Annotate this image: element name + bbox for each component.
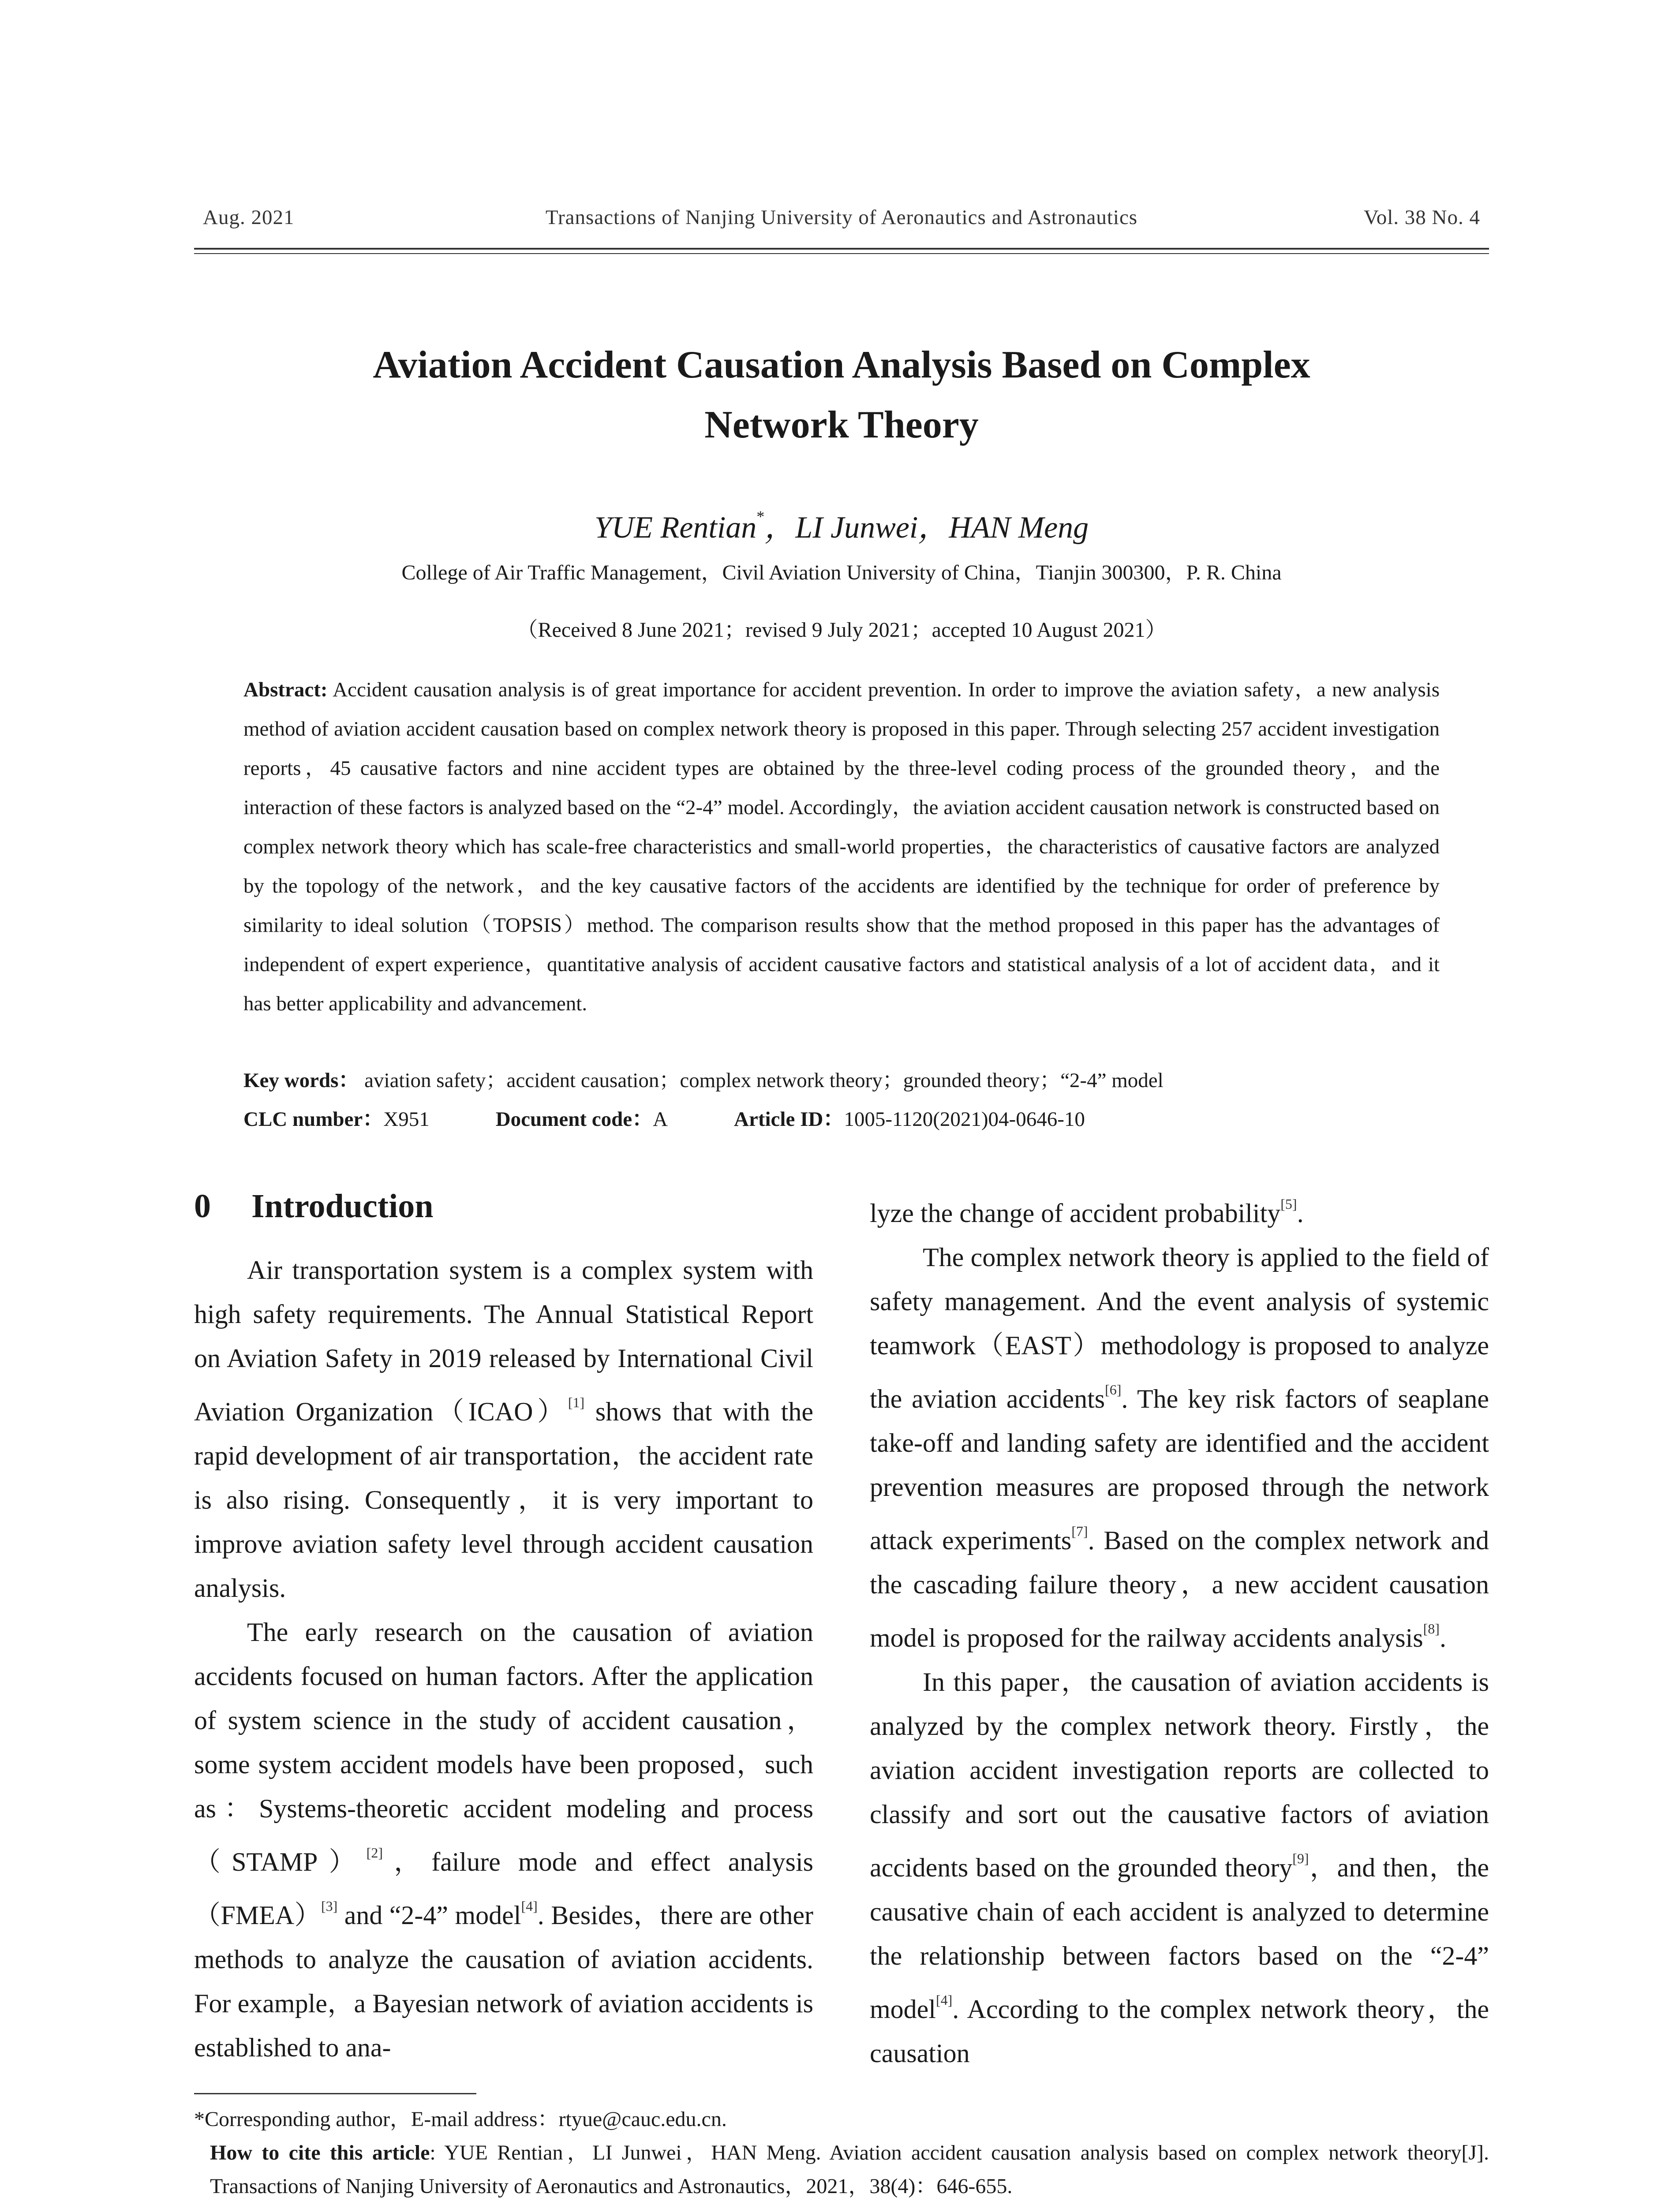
received-dates: （Received 8 June 2021；revised 9 July 2021；accepted 10 August 2021） (516, 618, 1167, 642)
document-code-value: A (653, 1108, 668, 1131)
paper-title (212, 335, 1471, 455)
corresponding-author-note: *Corresponding author，E-mail address：rtyue@cauc.edu.cn. (194, 2108, 727, 2131)
citation-note (194, 2136, 1489, 2203)
citation-ref: [4] (521, 1898, 538, 1914)
clc-value: X951 (383, 1108, 430, 1131)
citation-ref: [8] (1423, 1621, 1440, 1637)
intro-paragraph-4: In this paper，the causation of aviation accidents is analyzed by the complex network theory. Firstly，the aviation accident investigation reports are collected to classify and sort out the causative factors of aviation accidents based on the grounded theory[9]，and then，the causative chain of each accident is analyzed to determine the relationship between factors based on the “2-4” model[4]. According to the complex network theory，the causation (870, 1667, 1489, 2068)
citation-ref: [3] (321, 1898, 338, 1914)
journal-volume: Vol. 38 No. 4 (1363, 206, 1480, 229)
citation-ref: [5] (1280, 1196, 1297, 1212)
citation-ref: [2] (366, 1845, 383, 1861)
intro-paragraph-2-cont: lyze the change of accident probability[5]. (870, 1196, 1304, 1228)
left-column (194, 1182, 813, 2070)
corresponding-mark: * (756, 508, 765, 525)
abstract (243, 670, 1440, 1024)
cite-text: : YUE Rentian，LI Junwei，HAN Meng. Aviation accident causation analysis based on complex network theory[J]. Transactions of Nanjing University of Aeronautics and Astronautics，2021，38(4)：646-655. (210, 2141, 1489, 2198)
header-rule-thin (194, 253, 1489, 254)
section-title: Introduction (251, 1188, 434, 1225)
author-1: YUE Rentian (594, 511, 757, 545)
journal-name: Transactions of Nanjing University of Aeronautics and Astronautics (545, 206, 1138, 229)
intro-paragraph-2: The early research on the causation of aviation accidents focused on human factors. After the application of system science in the study of accident causation，some system accident models have been proposed，such as：Systems-theoretic accident modeling and process（STAMP）[2]，failure mode and effect analysis（FMEA）[3] and “2-4” model[4]. Besides，there are other methods to analyze the causation of aviation accidents. For example，a Bayesian network of aviation accidents is established to ana- (194, 1618, 814, 2062)
cite-label: How to cite this article (210, 2141, 430, 2164)
article-id-label: Article ID： (734, 1108, 844, 1131)
section-heading (194, 1182, 813, 1230)
document-code-label: Document code： (495, 1108, 653, 1131)
keywords-label: Key words： (243, 1069, 359, 1092)
author-rest: ，LI Junwei，HAN Meng (764, 511, 1089, 545)
citation-ref: [1] (568, 1394, 585, 1410)
section-number: 0 (194, 1188, 211, 1225)
keywords-text: aviation safety；accident causation；complex network theory；grounded theory；“2-4” model (359, 1069, 1164, 1092)
abstract-label: Abstract: (243, 678, 328, 701)
citation-ref: [7] (1071, 1523, 1088, 1539)
running-head (194, 201, 1489, 236)
title-line-1: Aviation Accident Causation Analysis Based on Complex (373, 344, 1310, 386)
abstract-text: Accident causation analysis is of great importance for accident prevention. In order to improve the aviation safety，a new analysis method of aviation accident causation based on complex network theory is proposed in this paper. Through selecting 257 accident investigation reports，45 causative factors and nine accident types are obtained by the three-level coding process of the grounded theory，and the interaction of these factors is analyzed based on the “2-4” model. Accordingly，the aviation accident causation network is constructed based on complex network theory which has scale-free characteristics and small-world properties，the characteristics of causative factors are analyzed by the topology of the network，and the key causative factors of the accidents are identified by the technique for order of preference by similarity to ideal solution（TOPSIS）method. The comparison results show that the method proposed in this paper has the advantages of independent of expert experience，quantitative analysis of accident causative factors and statistical analysis of a lot of accident data，and it has better applicability and advancement. (243, 678, 1440, 1015)
header-rule-thick (194, 248, 1489, 250)
right-column (870, 1182, 1489, 2075)
article-id-value: 1005-1120(2021)04-0646-10 (844, 1108, 1085, 1131)
citation-ref: [6] (1105, 1382, 1122, 1398)
title-line-2: Network Theory (704, 404, 979, 446)
classification-line (243, 1100, 1440, 1139)
intro-paragraph-1: Air transportation system is a complex system with high safety requirements. The Annual Statistical Report on Aviation Safety in 2019 released by International Civil Aviation Organization（ICAO）[1] shows that with the rapid development of air transportation，the accident rate is also rising. Consequently，it is very important to improve aviation safety level through accident causation analysis. (194, 1256, 813, 1603)
affiliation: College of Air Traffic Management，Civil Aviation University of China，Tianjin 300300，P. R. China (401, 561, 1282, 584)
author-list (194, 497, 1489, 548)
footnotes (194, 2103, 1489, 2205)
citation-ref: [4] (935, 1992, 953, 2008)
intro-paragraph-3: The complex network theory is applied to the field of safety management. And the event analysis of systemic teamwork（EAST）methodology is proposed to analyze the aviation accidents[6]. The key risk factors of seaplane take-off and landing safety are identified and the accident prevention measures are proposed through the network attack experiments[7]. Based on the complex network and the cascading failure theory，a new accident causation model is proposed for the railway accidents analysis[8]. (870, 1243, 1489, 1652)
clc-label: CLC number： (243, 1108, 384, 1131)
footnote-rule (194, 2093, 476, 2094)
keywords (243, 1061, 1440, 1100)
citation-ref: [9] (1292, 1850, 1309, 1866)
journal-date: Aug. 2021 (203, 206, 295, 229)
